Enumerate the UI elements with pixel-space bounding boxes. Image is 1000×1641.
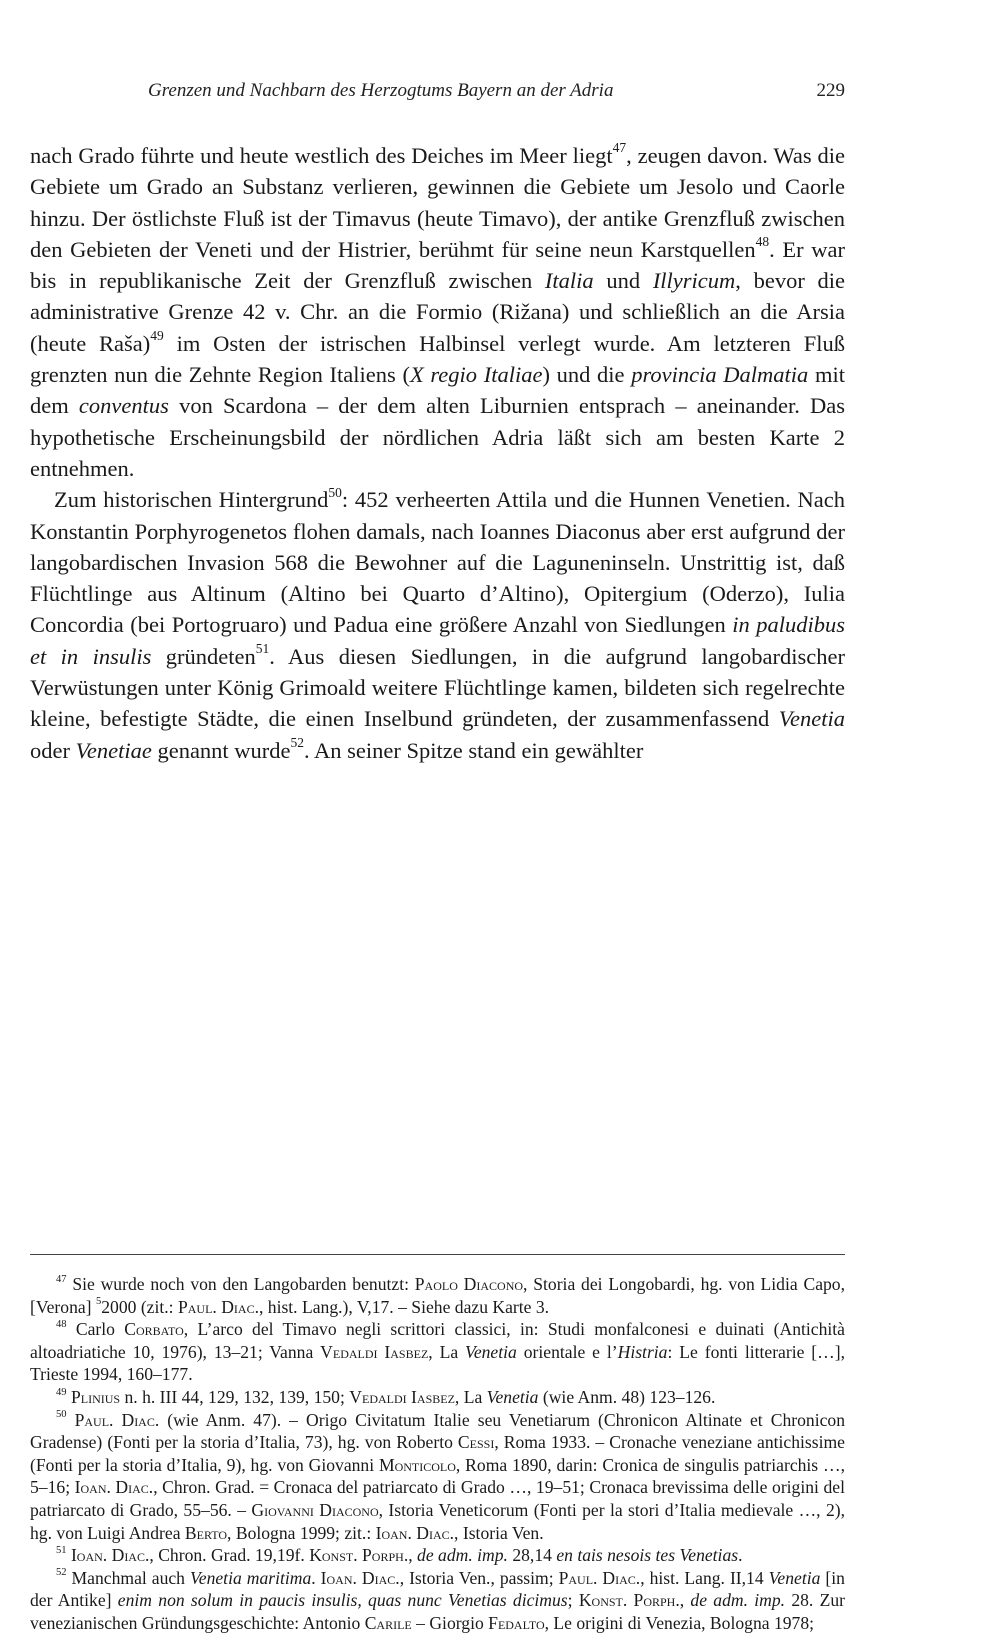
text-run: nach Grado führte und heute westlich des Deiches im Meer liegt bbox=[30, 143, 613, 168]
text-run: , Chron. Grad. 19,19f. bbox=[149, 1545, 310, 1566]
text-run: Ioan. Diac. bbox=[74, 1477, 154, 1498]
text-run: im Osten der istrischen Halbinsel verlegt wurde. Am letzteren Fluß grenzten nun die Zehnte Region Italiens ( bbox=[30, 330, 845, 388]
text-run: mit dem bbox=[30, 362, 845, 419]
paragraph bbox=[30, 140, 845, 484]
text-run: (wie Anm. 48) 123–126. bbox=[538, 1386, 716, 1407]
text-run: Monticolo bbox=[378, 1454, 456, 1475]
footnote-ref: 48 bbox=[56, 1318, 67, 1330]
text-run: Ioan. Diac. bbox=[320, 1567, 400, 1588]
text-run: in paludibus et in insulis bbox=[30, 612, 845, 669]
text-run: Konst. Porph. bbox=[309, 1545, 409, 1566]
text-run: 2000 (zit.: bbox=[101, 1296, 178, 1317]
text-run: , Le origini di Venezia, Bologna 1978; bbox=[544, 1612, 815, 1633]
text-run: – Giorgio bbox=[411, 1612, 489, 1633]
text-run: Giovanni Diacono bbox=[251, 1499, 379, 1520]
text-run: en tais nesois tes Venetias bbox=[556, 1545, 739, 1566]
text-run: Venetiae bbox=[75, 737, 152, 763]
text-run: Ioan. Diac. bbox=[375, 1522, 455, 1543]
text-run: Cessi bbox=[457, 1432, 495, 1453]
footnote-ref: 48 bbox=[755, 234, 770, 250]
text-run: Manchmal auch bbox=[66, 1567, 190, 1588]
text-run: 28,14 bbox=[507, 1545, 557, 1566]
footnote bbox=[30, 1273, 845, 1318]
text-run: Venetia bbox=[465, 1341, 517, 1362]
text-run: Paul. Diac. bbox=[74, 1409, 160, 1430]
text-run: Venetia bbox=[778, 706, 845, 732]
footnote-ref: 47 bbox=[56, 1273, 67, 1285]
text-run: , Roma 1933. – Cronache veneziane antichissime (Fonti per la storia d’Italia, 9), hg. von Giovanni bbox=[30, 1432, 845, 1475]
text-run: , Roma 1890, darin: Cronica de singulis patriarchis …, 5–16; bbox=[30, 1454, 845, 1498]
text-run: oder bbox=[30, 737, 76, 763]
text-run: , La bbox=[454, 1386, 487, 1407]
text-run: provincia Dalmatia bbox=[631, 362, 809, 388]
footnote-ref: 50 bbox=[328, 484, 342, 500]
text-run: Venetia maritima bbox=[189, 1567, 312, 1588]
text-run: n. h. III 44, 129, 132, 139, 150; bbox=[120, 1386, 350, 1407]
footnote-divider bbox=[30, 1254, 845, 1255]
text-run: Plinius bbox=[70, 1386, 121, 1407]
text-run: : Le fonti litterarie […], Trieste 1994, 160–177. bbox=[30, 1341, 846, 1385]
text-run: ) und die bbox=[542, 362, 632, 388]
text-run: . bbox=[311, 1567, 321, 1588]
text-run: , bevor die administrative Grenze 42 v. Chr. an die Formio (Rižana) und schließlich an die Arsia (heute Raša) bbox=[30, 268, 846, 356]
text-run: , Istoria Ven. bbox=[454, 1522, 544, 1543]
text-run: conventus bbox=[78, 393, 169, 419]
text-run: X regio Italiae bbox=[409, 362, 543, 388]
text-run: Fedalto bbox=[488, 1612, 545, 1633]
footnote-ref: 5 bbox=[95, 1296, 102, 1308]
footnote bbox=[30, 1544, 845, 1567]
text-run: Histria bbox=[617, 1341, 668, 1362]
footnotes bbox=[30, 1273, 845, 1635]
text-run: Illyricum bbox=[652, 268, 736, 294]
text-run: , bbox=[408, 1545, 418, 1566]
text-run: de adm. imp. bbox=[417, 1545, 508, 1566]
text-run: : 452 verheerten Attila und die Hunnen Venetien. Nach Konstantin Porphyrogenetos flohen damals, nach Ioannes Diaconus aber erst aufgrund der langobardischen Invasion 568 die Bewohner auf die Laguneninseln. Unstrittig ist, daß Flüchtlinge aus Altinum (Altino bei Quarto d’Altino), Opitergium (Oderzo), Iulia Concordia (bei Portogruaro) und Padua eine größere Anzahl von Siedlungen bbox=[30, 487, 845, 638]
footnote-ref: 50 bbox=[56, 1409, 67, 1421]
text-run bbox=[67, 1410, 75, 1430]
main-text bbox=[30, 140, 845, 766]
text-run: ; bbox=[567, 1590, 579, 1611]
text-run: Venetia bbox=[486, 1386, 539, 1407]
text-run: von Scardona – der dem alten Liburnien entsprach – aneinander. Das hypothetische Erscheinungsbild der nördlichen Adria läßt sich am besten Karte 2 entnehmen. bbox=[30, 393, 845, 481]
text-run: enim non solum in paucis insulis, quas nunc Venetias dicimus bbox=[117, 1590, 568, 1611]
text-run: , L’arco del Timavo negli scrittori classici, in: Studi monfalconesi e duinati (Antichità altoadriatiche 10, 1976), 13–21; Vanna bbox=[30, 1319, 845, 1362]
text-run: 28. Zur venezianischen Gründungsgeschichte: Antonio bbox=[30, 1590, 845, 1633]
footnote bbox=[30, 1567, 845, 1635]
text-run: , La bbox=[428, 1341, 466, 1362]
text-run: , bbox=[679, 1590, 691, 1611]
text-run: , Istoria Ven., passim; bbox=[399, 1567, 559, 1588]
footnote-ref: 51 bbox=[56, 1544, 67, 1556]
text-run: Ioan. Diac. bbox=[70, 1545, 150, 1566]
text-run: . Aus diesen Siedlungen, in die aufgrund langobardischer Verwüstungen unter König Grimoald weitere Flüchtlinge kamen, bildeten sich regelrechte kleine, befestigte Städte, die einen Inselbund gründeten, der zusammenfassend bbox=[30, 643, 846, 732]
footnote-ref: 49 bbox=[56, 1386, 67, 1398]
footnote-ref: 52 bbox=[290, 735, 305, 751]
text-run: , zeugen davon. Was die Gebiete um Grado an Substanz verlieren, gewinnen die Gebiete um Jesolo und Caorle hinzu. Der östlichste Fluß ist der Timavus (heute Timavo), der antike Grenzfluß zwischen den Gebieten der Veneti und der Histrier, berühmt für seine neun Karstquellen bbox=[30, 143, 845, 262]
running-header bbox=[148, 80, 845, 102]
footnote-ref: 47 bbox=[612, 140, 627, 156]
text-run: , Bologna 1999; zit.: bbox=[227, 1522, 376, 1543]
text-run: , Istoria Veneticorum (Fonti per la stori d’Italia medievale …, 2), hg. von Luigi Andrea bbox=[30, 1499, 846, 1543]
text-run: und bbox=[593, 268, 653, 294]
text-run: , Chron. Grad. = Cronaca del patriarcato di Grado …, 19–51; Cronaca brevissima delle origini del patriarcato di Grado, 55–56. – bbox=[30, 1477, 845, 1520]
text-run: gründeten bbox=[151, 643, 256, 669]
text-run: Carlo bbox=[66, 1319, 125, 1340]
text-run: . Er war bis in republikanische Zeit der Grenzfluß zwischen bbox=[30, 236, 845, 294]
text-run: de adm. imp. bbox=[690, 1590, 786, 1611]
text-run: Paul. Diac. bbox=[558, 1567, 641, 1588]
text-run: Berto bbox=[184, 1522, 228, 1543]
text-run: Vedaldi Iasbez bbox=[320, 1341, 429, 1362]
text-run: orientale e l’ bbox=[516, 1341, 618, 1362]
text-run: Sie wurde noch von den Langobarden benutzt: bbox=[66, 1274, 415, 1294]
text-run: Venetia bbox=[768, 1567, 821, 1588]
text-run: Italia bbox=[544, 268, 594, 294]
text-run: [in der Antike] bbox=[30, 1567, 845, 1611]
text-run: (wie Anm. 47). – Origo Civitatum Italie seu Venetiarum (Chronicon Altinate et Chronicon Gradense) (Fonti per la storia d’Italia, 73), hg. von Roberto bbox=[30, 1409, 845, 1453]
text-run: Konst. Porph. bbox=[578, 1590, 680, 1611]
text-run: Vedaldi Iasbez bbox=[349, 1386, 455, 1407]
text-run: Paolo Diacono bbox=[414, 1274, 524, 1294]
text-run: genannt wurde bbox=[151, 737, 291, 763]
running-title: Grenzen und Nachbarn des Herzogtums Bayern an der Adria bbox=[148, 80, 614, 101]
footnote bbox=[30, 1409, 845, 1545]
text-run: Paul. Diac. bbox=[177, 1296, 259, 1317]
text-run: . bbox=[738, 1545, 743, 1566]
text-run: Corbato bbox=[124, 1319, 184, 1340]
footnote-ref: 52 bbox=[56, 1567, 67, 1579]
text-run: , hist. Lang. II,14 bbox=[640, 1567, 769, 1588]
footnote-ref: 51 bbox=[255, 641, 270, 657]
text-run: , hist. Lang.), V,17. – Siehe dazu Karte 3. bbox=[258, 1296, 550, 1317]
text-run: Zum historischen Hintergrund bbox=[54, 487, 329, 513]
footnote bbox=[30, 1318, 845, 1386]
text-run: . An seiner Spitze stand ein gewählter bbox=[304, 737, 644, 763]
footnote-ref: 49 bbox=[150, 328, 164, 344]
footnote bbox=[30, 1386, 845, 1409]
paragraph bbox=[30, 484, 845, 766]
text-run: , Storia dei Longobardi, hg. von Lidia Capo, [Verona] bbox=[30, 1274, 845, 1317]
page-number: 229 bbox=[816, 80, 845, 101]
text-run: Carile bbox=[364, 1612, 412, 1633]
